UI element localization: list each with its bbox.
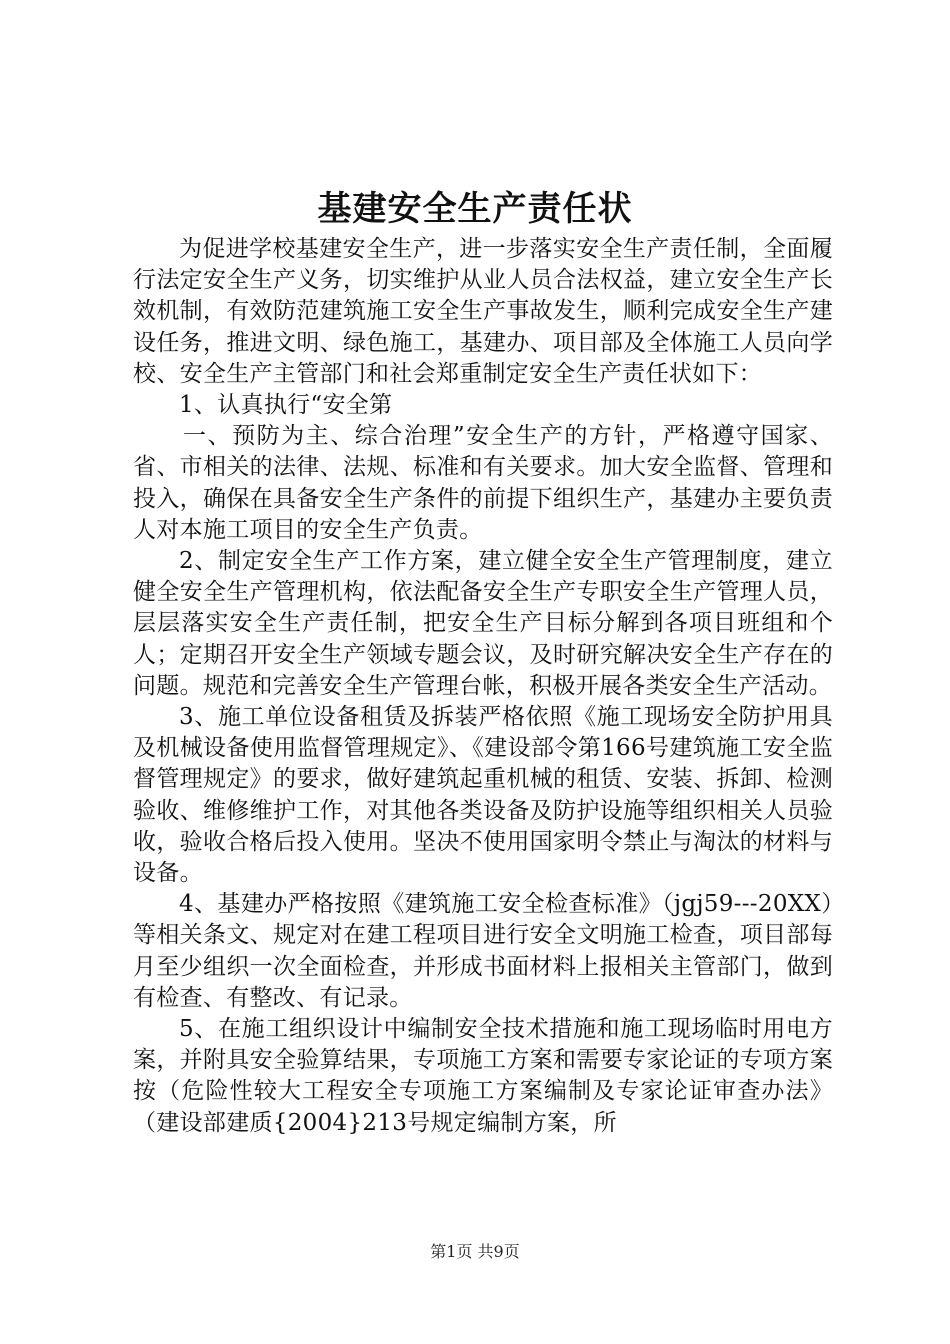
- paragraph-item-5: 5、在施工组织设计中编制安全技术措施和施工现场临时用电方案，并附具安全验算结果，专项施工方案和需要专家论证的专项方案按（危险性较大工程安全专项施工方案编制及专家论证审查办法》（建设部建质{2004}213号规定编制方案，所: [133, 1016, 833, 1136]
- paragraph-item-1-body: 一、预防为主、综合治理”安全生产的方针，严格遵守国家、省、市相关的法律、法规、标准和有关要求。加大安全监督、管理和投入，确保在具备安全生产条件的前提下组织生产，基建办主要负责人对本施工项目的安全生产负责。: [133, 423, 833, 543]
- paragraph-item-2: 2、制定安全生产工作方案，建立健全安全生产管理制度，建立健全安全生产管理机构，依法配备安全生产专职安全生产管理人员，层层落实安全生产责任制，把安全生产目标分解到各项目班组和个人；定期召开安全生产领域专题会议，及时研究解决安全生产存在的问题。规范和完善安全生产管理台帐，积极开展各类安全生产活动。: [133, 548, 833, 699]
- paragraph-item-3: 3、施工单位设备租赁及拆装严格依照《施工现场安全防护用具及机械设备使用监督管理规定》、《建设部令第166号建筑施工安全监督管理规定》的要求，做好建筑起重机械的租赁、安装、拆卸、检测验收、维修维护工作，对其他各类设备及防护设施等组织相关人员验收，验收合格后投入使用。坚决不使用国家明令禁止与淘汰的材料与设备。: [133, 704, 833, 887]
- paragraph-item-1-heading: 1、认真执行“安全第: [179, 392, 393, 419]
- page-number-footer: 第1页 共9页: [430, 1242, 520, 1261]
- paragraph-item-4: 4、基建办严格按照《建筑施工安全检查标准》（jgj59---20XX）等相关条文、规定对在建工程项目进行安全文明施工检查，项目部每月至少组织一次全面检查，并形成书面材料上报相关主管部门，做到有检查、有整改、有记录。: [133, 891, 833, 1011]
- document-title: 基建安全生产责任状: [317, 189, 633, 229]
- paragraph-intro: 为促进学校基建安全生产，进一步落实安全生产责任制，全面履行法定安全生产义务，切实维护从业人员合法权益，建立安全生产长效机制，有效防范建筑施工安全生产事故发生，顺利完成安全生产建设任务，推进文明、绿色施工，基建办、项目部及全体施工人员向学校、安全生产主管部门和社会郑重制定安全生产责任状如下：: [133, 236, 833, 387]
- document-body: [133, 234, 833, 1139]
